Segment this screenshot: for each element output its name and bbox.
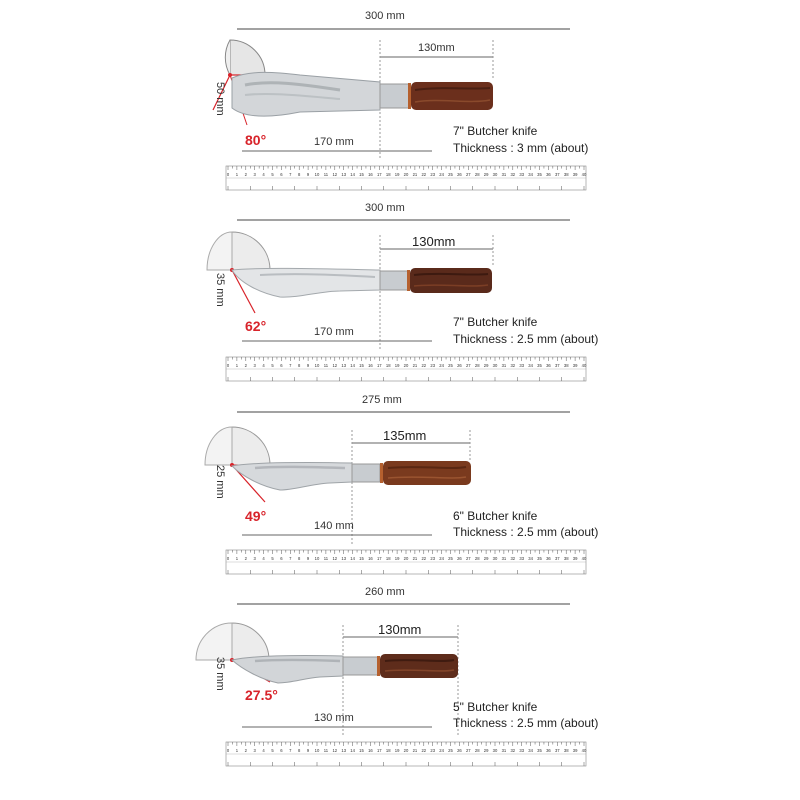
ruler-number: 40 [581, 172, 587, 177]
knife-thickness: Thickness : 2.5 mm (about) [453, 332, 599, 346]
ruler-number: 37 [554, 748, 560, 753]
ruler-number: 37 [554, 172, 560, 177]
ruler-number: 40 [581, 748, 587, 753]
total-length-label: 260 mm [365, 586, 405, 598]
ruler-number: 8 [298, 556, 301, 561]
ruler-number: 15 [359, 556, 364, 561]
ruler-number: 28 [474, 363, 480, 368]
edge-angle-label: 49° [245, 508, 267, 524]
ruler-number: 38 [563, 363, 569, 368]
ruler-number: 7 [289, 172, 292, 177]
ruler-number: 35 [537, 748, 542, 753]
ruler-number: 1 [235, 556, 239, 561]
ruler-number: 35 [537, 363, 542, 368]
ruler-number: 17 [376, 172, 382, 177]
ruler-number: 5 [271, 363, 274, 368]
ruler-number: 21 [412, 363, 418, 368]
handle-shape [383, 461, 471, 485]
ruler-number: 22 [421, 556, 427, 561]
ruler-number: 31 [501, 172, 507, 177]
ruler [226, 742, 587, 766]
ruler-number: 2 [244, 363, 247, 368]
ruler-number: 38 [563, 172, 569, 177]
ruler-number: 21 [412, 748, 418, 753]
ruler-number: 6 [280, 172, 283, 177]
ruler-number: 21 [412, 556, 418, 561]
ruler-number: 36 [546, 748, 551, 753]
blade-length-label: 170 mm [314, 136, 354, 148]
ruler-number: 15 [359, 748, 364, 753]
ruler-number: 32 [510, 556, 516, 561]
ruler-number: 27 [465, 172, 471, 177]
ruler-number: 14 [350, 748, 355, 753]
ruler-number: 24 [439, 172, 444, 177]
ruler-number: 10 [314, 556, 320, 561]
knife-panel-1 [0, 0, 800, 195]
ruler-number: 23 [430, 172, 436, 177]
knife-panel-3 [0, 390, 800, 585]
knife-panel-2 [0, 195, 800, 390]
ruler-number: 23 [430, 363, 436, 368]
ruler-number: 17 [376, 556, 382, 561]
ruler-number: 3 [253, 556, 256, 561]
knife-name: 7" Butcher knife [453, 124, 538, 138]
ruler-number: 32 [510, 172, 516, 177]
ruler-number: 9 [306, 748, 310, 753]
ruler-number: 26 [457, 556, 462, 561]
ruler-number: 11 [323, 363, 329, 368]
ruler-number: 8 [298, 748, 301, 753]
ruler [226, 550, 587, 574]
ruler-number: 8 [298, 172, 301, 177]
ruler-number: 25 [448, 363, 453, 368]
blade-length-label: 140 mm [314, 520, 354, 532]
ruler-number: 36 [546, 363, 551, 368]
ruler-number: 13 [341, 363, 347, 368]
ruler-number: 34 [528, 748, 533, 753]
ruler-number: 3 [253, 363, 256, 368]
ruler-number: 28 [474, 748, 480, 753]
ruler-number: 13 [341, 172, 347, 177]
ruler-number: 16 [368, 748, 373, 753]
ruler-number: 26 [457, 748, 462, 753]
ruler-number: 8 [298, 363, 301, 368]
ruler-number: 20 [403, 172, 409, 177]
ruler-number: 39 [572, 172, 578, 177]
ruler-number: 6 [280, 556, 283, 561]
ruler-number: 38 [563, 556, 569, 561]
ruler-number: 17 [376, 748, 382, 753]
ruler-number: 27 [465, 556, 471, 561]
knife-drawing-3 [0, 390, 800, 585]
knife-drawing-2 [0, 195, 800, 390]
ruler-number: 6 [280, 748, 283, 753]
ruler [226, 166, 587, 190]
ruler-number: 30 [492, 172, 498, 177]
ruler-number: 17 [376, 363, 382, 368]
ruler-number: 11 [323, 556, 329, 561]
ruler-number: 12 [332, 363, 338, 368]
ruler-number: 27 [465, 748, 471, 753]
knife-name: 6" Butcher knife [453, 509, 538, 523]
ruler-number: 11 [323, 748, 329, 753]
ruler-number: 29 [483, 363, 489, 368]
ruler-number: 4 [262, 363, 265, 368]
ruler-number: 38 [563, 748, 569, 753]
ruler-number: 14 [350, 172, 355, 177]
blade-shape [232, 268, 380, 297]
ruler-number: 3 [253, 748, 256, 753]
ruler-number: 18 [385, 556, 391, 561]
ruler-number: 25 [448, 748, 453, 753]
ruler-number: 1 [235, 172, 239, 177]
ruler-number: 14 [350, 556, 355, 561]
ruler-number: 18 [385, 363, 391, 368]
blade-length-label: 130 mm [314, 712, 354, 724]
ruler-number: 31 [501, 748, 507, 753]
ruler-number: 28 [474, 172, 480, 177]
handle-shape [410, 268, 492, 293]
ruler-number: 40 [581, 363, 587, 368]
ruler-number: 7 [289, 556, 292, 561]
ruler-number: 9 [306, 556, 310, 561]
ruler-number: 2 [244, 556, 247, 561]
ruler-number: 5 [271, 172, 274, 177]
edge-angle-label: 62° [245, 318, 267, 334]
total-length-label: 300 mm [365, 10, 405, 22]
ruler-number: 16 [368, 363, 373, 368]
ruler-number: 18 [385, 748, 391, 753]
ruler-number: 19 [394, 748, 400, 753]
ruler-number: 2 [244, 748, 247, 753]
ruler-number: 10 [314, 172, 320, 177]
ruler-number: 15 [359, 363, 364, 368]
ruler-number: 22 [421, 748, 427, 753]
total-length-label: 275 mm [362, 394, 402, 406]
ruler-number: 25 [448, 172, 453, 177]
ruler [226, 357, 587, 381]
ruler-number: 22 [421, 363, 427, 368]
ruler-number: 29 [483, 172, 489, 177]
knife-thickness: Thickness : 2.5 mm (about) [453, 525, 599, 539]
ruler-number: 19 [394, 172, 400, 177]
ruler-number: 9 [306, 363, 310, 368]
knife-thickness: Thickness : 3 mm (about) [453, 141, 589, 155]
ruler-number: 7 [289, 748, 292, 753]
ruler-number: 31 [501, 556, 507, 561]
ruler-number: 36 [546, 556, 551, 561]
ruler-number: 10 [314, 363, 320, 368]
ruler-number: 9 [306, 172, 310, 177]
handle-length-label: 130mm [418, 42, 455, 54]
ruler-number: 34 [528, 172, 533, 177]
blade-height-label: 35 mm [214, 273, 226, 307]
ruler-number: 24 [439, 748, 444, 753]
ruler-number: 22 [421, 172, 427, 177]
ruler-number: 15 [359, 172, 364, 177]
ruler-number: 35 [537, 556, 542, 561]
ruler-number: 27 [465, 363, 471, 368]
ruler-number: 33 [519, 556, 525, 561]
ruler-number: 10 [314, 748, 320, 753]
ruler-number: 16 [368, 172, 373, 177]
blade-length-label: 170 mm [314, 326, 354, 338]
ruler-number: 20 [403, 748, 409, 753]
ruler-number: 5 [271, 556, 274, 561]
ruler-number: 5 [271, 748, 274, 753]
ruler-number: 28 [474, 556, 480, 561]
ruler-number: 13 [341, 556, 347, 561]
ruler-number: 21 [412, 172, 418, 177]
ruler-number: 32 [510, 748, 516, 753]
handle-shape [411, 82, 493, 110]
ruler-number: 20 [403, 363, 409, 368]
ruler-number: 35 [537, 172, 542, 177]
edge-angle-label: 80° [245, 132, 267, 148]
ruler-number: 0 [226, 172, 230, 177]
ruler-number: 25 [448, 556, 453, 561]
ruler-number: 29 [483, 748, 489, 753]
ruler-number: 12 [332, 748, 338, 753]
ruler-number: 7 [289, 363, 292, 368]
blade-height-label: 35 mm [214, 657, 226, 691]
blade-height-label: 50 mm [214, 82, 226, 116]
ruler-number: 0 [226, 748, 230, 753]
handle-shape [380, 654, 458, 678]
ruler-number: 31 [501, 363, 507, 368]
ruler-number: 12 [332, 172, 338, 177]
ruler-number: 19 [394, 556, 400, 561]
edge-angle-label: 27.5° [245, 687, 278, 703]
ruler-number: 39 [572, 556, 578, 561]
knife-drawing-1 [0, 0, 800, 195]
ruler-number: 33 [519, 748, 525, 753]
ruler-number: 34 [528, 363, 533, 368]
ruler-number: 37 [554, 363, 560, 368]
ruler-number: 39 [572, 748, 578, 753]
ruler-number: 11 [323, 172, 329, 177]
ruler-number: 0 [226, 556, 230, 561]
ruler-number: 6 [280, 363, 283, 368]
ruler-number: 1 [235, 748, 239, 753]
handle-length-label: 130mm [378, 622, 422, 637]
ruler-number: 33 [519, 172, 525, 177]
ruler-number: 24 [439, 556, 444, 561]
knife-name: 5" Butcher knife [453, 700, 538, 714]
ruler-number: 13 [341, 748, 347, 753]
ruler-number: 26 [457, 172, 462, 177]
ruler-number: 29 [483, 556, 489, 561]
ruler-number: 36 [546, 172, 551, 177]
knife-panel-4 [0, 585, 800, 780]
ruler-number: 30 [492, 556, 498, 561]
ruler-number: 4 [262, 172, 265, 177]
ruler-number: 20 [403, 556, 409, 561]
total-length-label: 300 mm [365, 202, 405, 214]
ruler-number: 1 [235, 363, 239, 368]
knife-drawing-4 [0, 585, 800, 780]
ruler-number: 4 [262, 748, 265, 753]
ruler-number: 24 [439, 363, 444, 368]
ruler-number: 30 [492, 363, 498, 368]
ruler-number: 14 [350, 363, 355, 368]
ruler-number: 39 [572, 363, 578, 368]
knife-name: 7" Butcher knife [453, 315, 538, 329]
handle-length-label: 130mm [412, 234, 456, 249]
ruler-number: 18 [385, 172, 391, 177]
ruler-number: 30 [492, 748, 498, 753]
blade-height-label: 25 mm [214, 465, 226, 499]
ruler-number: 4 [262, 556, 265, 561]
ruler-number: 2 [244, 172, 247, 177]
ruler-number: 33 [519, 363, 525, 368]
ruler-number: 0 [226, 363, 230, 368]
ruler-number: 23 [430, 556, 436, 561]
ruler-number: 19 [394, 363, 400, 368]
ruler-number: 40 [581, 556, 587, 561]
ruler-number: 34 [528, 556, 533, 561]
ruler-number: 16 [368, 556, 373, 561]
ruler-number: 3 [253, 172, 256, 177]
handle-length-label: 135mm [383, 428, 427, 443]
ruler-number: 12 [332, 556, 338, 561]
ruler-number: 26 [457, 363, 462, 368]
ruler-number: 23 [430, 748, 436, 753]
ruler-number: 37 [554, 556, 560, 561]
knife-thickness: Thickness : 2.5 mm (about) [453, 716, 599, 730]
ruler-number: 32 [510, 363, 516, 368]
